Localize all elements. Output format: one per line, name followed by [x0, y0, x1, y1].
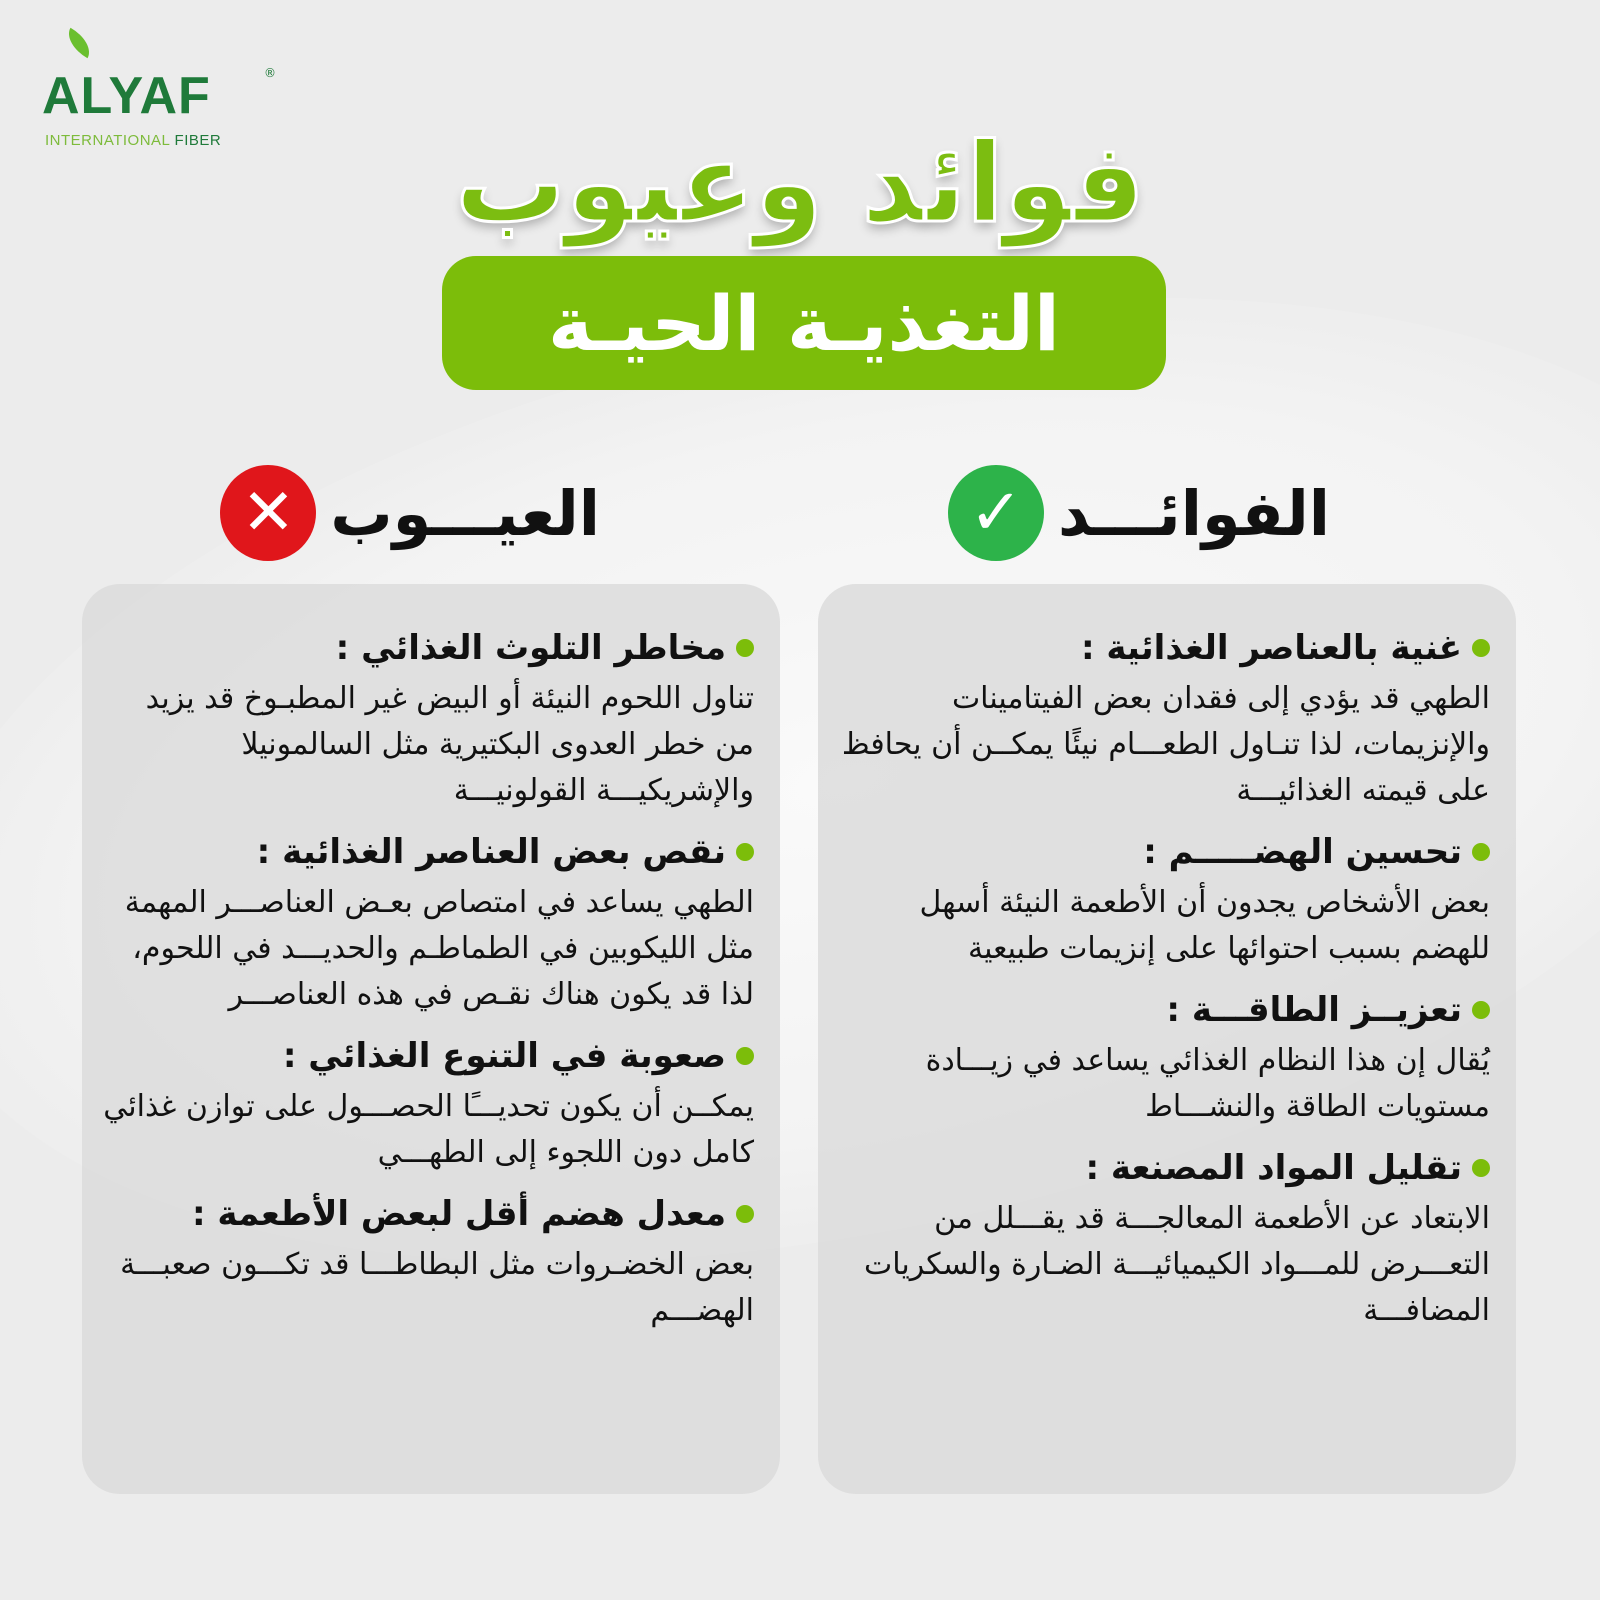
item-text: بعض الأشخاص يجدون أن الأطعمة النيئة أسهل للهضم بسبب احتوائها على إنزيمات طبيعية [919, 885, 1490, 966]
item-text: يُقال إن هذا النظام الغذائي يساعد في زيـــادة مستويات الطاقة والنشـــاط [925, 1043, 1490, 1124]
item-title: تقليل المواد المصنعة : [1085, 1148, 1462, 1188]
registered-mark: ® [264, 66, 276, 80]
benefits-heading-text: الفوائـــد [1058, 476, 1330, 550]
drawback-item [102, 628, 754, 814]
item-title: معدل هضم أقل لبعض الأطعمة : [192, 1194, 726, 1234]
item-text: يمكــن أن يكون تحديـــًا الحصـــول على توازن غذائي كامل دون اللجوء إلى الطهـــي [103, 1089, 754, 1170]
benefits-heading [948, 465, 1330, 561]
drawbacks-heading [220, 465, 600, 561]
subtitle-banner [442, 256, 1166, 390]
item-title: نقص بعض العناصر الغذائية : [256, 832, 726, 872]
bullet-icon [736, 843, 754, 861]
check-icon: ✓ [948, 465, 1044, 561]
cross-icon: ✕ [220, 465, 316, 561]
item-title: مخاطر التلوث الغذائي : [335, 628, 726, 668]
bullet-icon [1472, 639, 1490, 657]
item-text: تناول اللحوم النيئة أو البيض غير المطبـوخ قد يزيد من خطر العدوى البكتيرية مثل السالمونيلا والإشريكيـــة القولونيـــة [145, 681, 754, 808]
benefit-item [838, 990, 1490, 1130]
drawbacks-card [82, 584, 780, 1494]
logo-brand: ALYAF [42, 67, 211, 125]
benefit-item [838, 628, 1490, 814]
bullet-icon [736, 639, 754, 657]
item-text: الطهي قد يؤدي إلى فقدان بعض الفيتامينات والإنزيمات، لذا تنـاول الطعـــام نيئًا يمكــن أن يحافظ على قيمته الغذائيـــة [841, 681, 1490, 808]
leaf-icon [62, 28, 97, 59]
bullet-icon [736, 1205, 754, 1223]
item-text: الطهي يساعد في امتصاص بعـض العناصـــر المهمة مثل الليكوبين في الطماطـم والحديـــد في اللحوم، لذا قد يكون هناك نقـص في هذه العناصـــر [124, 885, 754, 1012]
bullet-icon [1472, 843, 1490, 861]
bullet-icon [736, 1047, 754, 1065]
drawback-item [102, 832, 754, 1018]
drawbacks-heading-text: العيـــوب [330, 476, 600, 550]
drawback-item [102, 1036, 754, 1176]
item-title: تعزيــز الطاقـــة : [1166, 990, 1462, 1030]
bullet-icon [1472, 1159, 1490, 1177]
benefit-item [838, 832, 1490, 972]
benefit-item [838, 1148, 1490, 1334]
page-title: فوائد وعيوب [455, 119, 1145, 247]
item-title: تحسين الهضـــــم : [1143, 832, 1462, 872]
item-text: بعض الخضـروات مثل البطاطـــا قد تكـــون صعبـــة الهضـــم [120, 1247, 754, 1328]
item-title: صعوبة في التنوع الغذائي : [282, 1036, 726, 1076]
logo-tagline: INTERNATIONAL FIBER [45, 132, 222, 149]
drawback-item [102, 1194, 754, 1334]
benefits-card [818, 584, 1516, 1494]
subtitle: التغذيـة الحيـة [548, 278, 1060, 368]
item-title: غنية بالعناصر الغذائية : [1080, 628, 1462, 668]
item-text: الابتعاد عن الأطعمة المعالجـــة قد يقـــلل من التعـــرض للمـــواد الكيميائيـــة الضـارة والسكريات المضافـــة [863, 1201, 1490, 1328]
bullet-icon [1472, 1001, 1490, 1019]
